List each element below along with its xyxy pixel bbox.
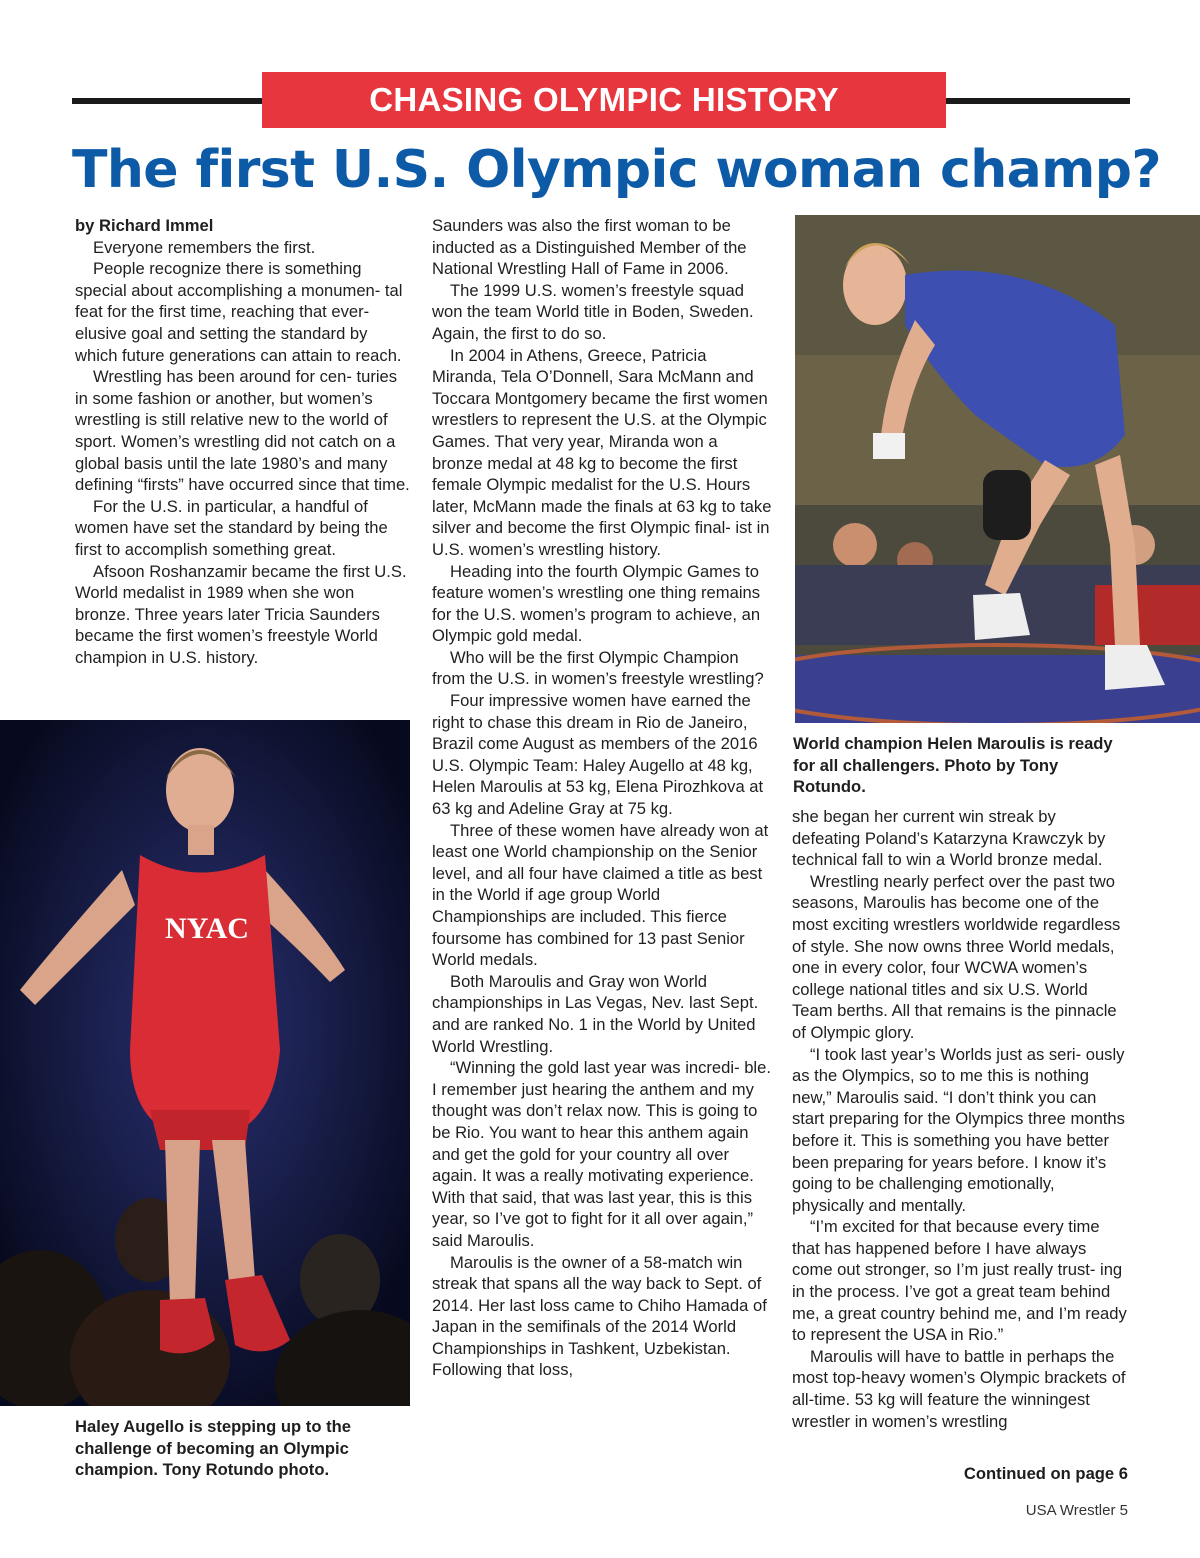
photo-caption-maroulis: World champion Helen Maroulis is ready for all challengers. Photo by Tony Rotundo. [793,734,1113,797]
paragraph: People recognize there is something special about accomplishing a monumen- tal feat for the first time, reaching that ever-elusive goal and setting the standard by which future generations can attain to reach. [75,259,403,365]
paragraph: she began her current win streak by defeating Poland’s Katarzyna Krawczyk by technical fall to win a World bronze medal. [792,807,1106,870]
paragraph: “Winning the gold last year was incredi- ble. I remember just hearing the anthem and my thought was don’t relax now. This is going to be Rio. You want to hear this anthem again and get the gold for your country all over again. It was a really motivating experience. With that said, that was last year, this is this year, so I’ve got to fight for it all over again,” said Maroulis. [432,1058,771,1250]
photo-caption-augello: Haley Augello is stepping up to the challenge of becoming an Olympic champion. Tony Rotundo photo. [75,1417,351,1480]
paragraph: Heading into the fourth Olympic Games to feature women’s wrestling one thing remains for the U.S. women’s program to achieve, an Olympic gold medal. [432,561,761,646]
paragraph: Who will be the first Olympic Champion from the U.S. in women’s freestyle wrestling? [432,647,764,689]
article-column-3 [792,806,1128,1432]
wrestler-illustration [795,215,1200,723]
paragraph: Four impressive women have earned the right to chase this dream in Rio de Janeiro, Brazil come August as members of the 2016 U.S. Olympic Team: Haley Augello at 48 kg, Helen Maroulis at 53 kg, Elena Pirozhkova at 63 kg and Adeline Gray at 75 kg. [432,691,764,819]
paragraph: Everyone remembers the first. [93,237,316,257]
section-banner: CHASING OLYMPIC HISTORY [262,72,946,128]
paragraph: Three of these women have already won at least one World championship on the Senior level, and all four have claimed a title as best in the World if age group World Championships are included. This fierce foursome has combined for 13 past Senior World medals. [432,820,769,970]
singlet-lettering: NYAC [165,912,249,945]
wrestler-illustration [0,720,410,1406]
byline: by Richard Immel [75,216,214,235]
photo-helen-maroulis [795,215,1200,723]
header-rule-right [946,98,1130,104]
paragraph: Wrestling nearly perfect over the past two seasons, Maroulis has become one of the most exciting wrestlers worldwide regardless of style. She now owns three World medals, one in every color, four WCWA women’s college national titles and six U.S. World Team berths. All that remains is the pinnacle of Olympic glory. [792,871,1121,1042]
paragraph: The 1999 U.S. women’s freestyle squad won the team World title in Boden, Sweden. Again, the first to do so. [432,280,754,343]
page-folio: USA Wrestler 5 [1025,1502,1128,1519]
headline: The first U.S. Olympic woman champ? [72,140,1161,200]
paragraph: Maroulis will have to battle in perhaps the most top-heavy women’s Olympic brackets of all-time. 53 kg will feature the winningest wrestler in women’s wrestling [792,1346,1126,1431]
paragraph: Wrestling has been around for cen- turies in some fashion or another, but women’s wrestling is still relative new to the world of sport. Women’s wrestling did not catch on a global basis until the late 1980’s and many defining “firsts” have occurred since that time. [75,367,410,495]
paragraph: Both Maroulis and Gray won World championships in Las Vegas, Nev. last Sept. and are ranked No. 1 in the World by United World Wrestling. [432,971,759,1056]
continued-notice: Continued on page 6 [963,1464,1128,1483]
paragraph: Saunders was also the first woman to be inducted as a Distinguished Member of the National Wrestling Hall of Fame in 2006. [432,216,747,279]
paragraph: In 2004 in Athens, Greece, Patricia Miranda, Tela O’Donnell, Sara McMann and Toccara Montgomery became the first women wrestlers to represent the U.S. at the Olympic Games. That very year, Miranda won a bronze medal at 48 kg to become the first female Olympic medalist for the U.S. Hours later, McMann made the finals at 63 kg to take silver and become the first Olympic final- ist in U.S. women’s wrestling history. [432,345,772,559]
article-column-2 [432,215,772,1381]
article-column-1 [75,215,413,668]
paragraph: For the U.S. in particular, a handful of women have set the standard by being the first to accomplish something great. [75,496,388,559]
photo-haley-augello [0,720,410,1406]
paragraph: “I took last year’s Worlds just as seri- ously as the Olympics, so to me this is nothing new,” Maroulis said. “I don’t think you can start preparing for the Olympics three months before it. This is something you have better been preparing for years before. I know it’s going to be challenging emotionally, physically and mentally. [792,1044,1125,1215]
paragraph: Maroulis is the owner of a 58-match win streak that spans all the way back to Sept. of 2014. Her last loss came to Chiho Hamada of Japan in the semifinals of the 2014 World Championships in Tashkent, Uzbekistan. Following that loss, [432,1252,767,1380]
header-rule-left [72,98,262,104]
paragraph: “I’m excited for that because every time that has happened before I have always come out stronger, so I’m just really trust- ing in the process. I’ve got a great team behind me, a great country behind me, and I’m ready to represent the USA in Rio.” [792,1217,1127,1345]
paragraph: Afsoon Roshanzamir became the first U.S. World medalist in 1989 when she won bronze. Three years later Tricia Saunders became the first women’s freestyle World champion in U.S. history. [75,561,407,667]
